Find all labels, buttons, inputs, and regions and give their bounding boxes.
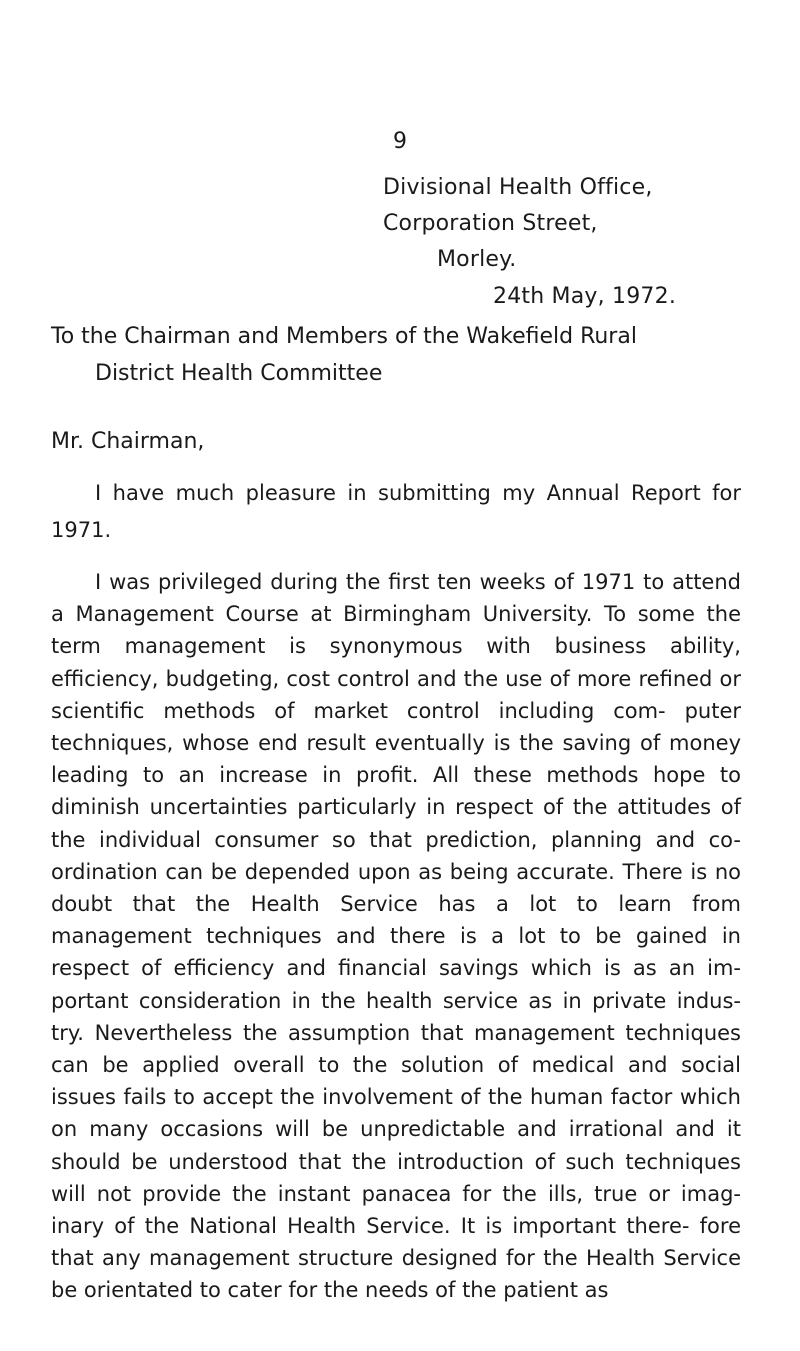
page-number: 9 [393, 129, 407, 154]
addressee-block [51, 318, 731, 392]
address-line-street: Corporation Street, [383, 211, 598, 236]
address-line-office: Divisional Health Office, [383, 175, 653, 200]
addressee-line-2: District Health Committee [95, 361, 383, 386]
body-paragraph-intro: I have much pleasure in submitting my Annual Report for 1971. [51, 481, 741, 542]
salutation: Mr. Chairman, [51, 429, 205, 454]
body-paragraph-management-course: I was privileged during the first ten weeks of 1971 to attend a Management Course at Birmingham University. To some the term management is synonymous with business ability, efficiency, budgeting, cost control and the use of more refined or scientific methods of market control including com- puter techniques, whose end result eventually is the saving of money leading to an increase in profit. All these methods hope to diminish uncertainties particularly in respect of the attitudes of the individual consumer so that prediction, planning and co-ordination can be depended upon as being accurate. There is no doubt that the Health Service has a lot to learn from management techniques and there is a lot to be gained in respect of efficiency and financial savings which is as an im- portant consideration in the health service as in private indus- try. Nevertheless the assumption that management techniques can be applied overall to the solution of medical and social issues fails to accept the involvement of the human factor which on many occasions will be unpredictable and irrational and it should be understood that the introduction of such techniques will not provide the instant panacea for the ills, true or imag- inary of the National Health Service. It is important there- fore that any management structure designed for the Health Service be orientated to cater for the needs of the patient as [51, 570, 741, 1303]
addressee-line-1: To the Chairman and Members of the Wakefield Rural [51, 324, 637, 349]
letter-date: 24th May, 1972. [493, 284, 677, 309]
address-line-town: Morley. [437, 247, 517, 272]
